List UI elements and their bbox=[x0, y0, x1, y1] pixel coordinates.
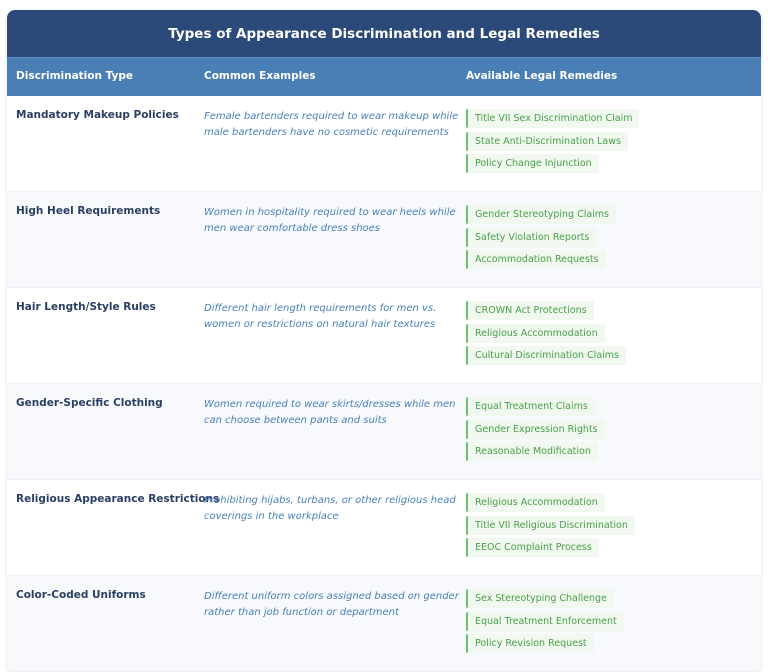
remedy-tag: Religious Accommodation bbox=[466, 493, 605, 512]
remedy-tag: Gender Stereotyping Claims bbox=[466, 205, 616, 224]
table-header bbox=[7, 57, 761, 96]
remedy-tag: Equal Treatment Claims bbox=[466, 397, 595, 416]
table-row bbox=[7, 96, 761, 192]
example-text: Women in hospitality required to wear heels while men wear comfortable dress shoes bbox=[204, 207, 456, 234]
table-body bbox=[7, 96, 761, 672]
remedy-tag: Equal Treatment Enforcement bbox=[466, 612, 624, 631]
remedy-tag: Title VII Religious Discrimination bbox=[466, 516, 635, 535]
remedy-tag: Sex Stereotyping Challenge bbox=[466, 589, 614, 608]
remedies-list bbox=[466, 493, 635, 561]
remedy-tag: Accommodation Requests bbox=[466, 250, 606, 269]
discrimination-type: Mandatory Makeup Policies bbox=[16, 109, 179, 121]
remedy-tag: Reasonable Modification bbox=[466, 442, 598, 461]
remedy-tag: Policy Change Injunction bbox=[466, 154, 599, 173]
remedy-tag: Cultural Discrimination Claims bbox=[466, 346, 626, 365]
remedy-tag: CROWN Act Protections bbox=[466, 301, 594, 320]
remedy-tag: Religious Accommodation bbox=[466, 324, 605, 343]
remedies-list bbox=[466, 301, 626, 369]
header-type: Discrimination Type bbox=[16, 70, 134, 82]
discrimination-type: Gender-Specific Clothing bbox=[16, 397, 163, 409]
remedy-tag: Gender Expression Rights bbox=[466, 420, 605, 439]
remedies-list bbox=[466, 589, 624, 657]
discrimination-type: Color-Coded Uniforms bbox=[16, 589, 146, 601]
example-text: Prohibiting hijabs, turbans, or other religious head coverings in the workplace bbox=[204, 495, 456, 522]
discrimination-type: Religious Appearance Restrictions bbox=[16, 493, 220, 505]
example-text: Women required to wear skirts/dresses while men can choose between pants and suits bbox=[204, 399, 456, 426]
remedy-tag: Title VII Sex Discrimination Claim bbox=[466, 109, 639, 128]
remedies-list bbox=[466, 109, 639, 177]
discrimination-type: Hair Length/Style Rules bbox=[16, 301, 156, 313]
remedy-tag: State Anti-Discrimination Laws bbox=[466, 132, 628, 151]
table-row bbox=[7, 192, 761, 288]
table-row bbox=[7, 480, 761, 576]
remedy-tag: Policy Revision Request bbox=[466, 634, 594, 653]
remedies-list bbox=[466, 397, 605, 465]
table-row bbox=[7, 288, 761, 384]
remedies-table bbox=[7, 10, 761, 672]
table-row bbox=[7, 576, 761, 672]
header-remedies: Available Legal Remedies bbox=[466, 70, 618, 82]
example-text: Female bartenders required to wear makeup while male bartenders have no cosmetic requirements bbox=[204, 111, 459, 138]
table-row bbox=[7, 384, 761, 480]
remedy-tag: EEOC Complaint Process bbox=[466, 538, 599, 557]
header-examples: Common Examples bbox=[204, 70, 316, 82]
example-text: Different hair length requirements for men vs. women or restrictions on natural hair textures bbox=[204, 303, 437, 330]
remedies-list bbox=[466, 205, 616, 273]
table-title: Types of Appearance Discrimination and Legal Remedies bbox=[7, 10, 761, 57]
discrimination-type: High Heel Requirements bbox=[16, 205, 161, 217]
remedy-tag: Safety Violation Reports bbox=[466, 228, 596, 247]
example-text: Different uniform colors assigned based on gender rather than job function or department bbox=[204, 591, 459, 618]
